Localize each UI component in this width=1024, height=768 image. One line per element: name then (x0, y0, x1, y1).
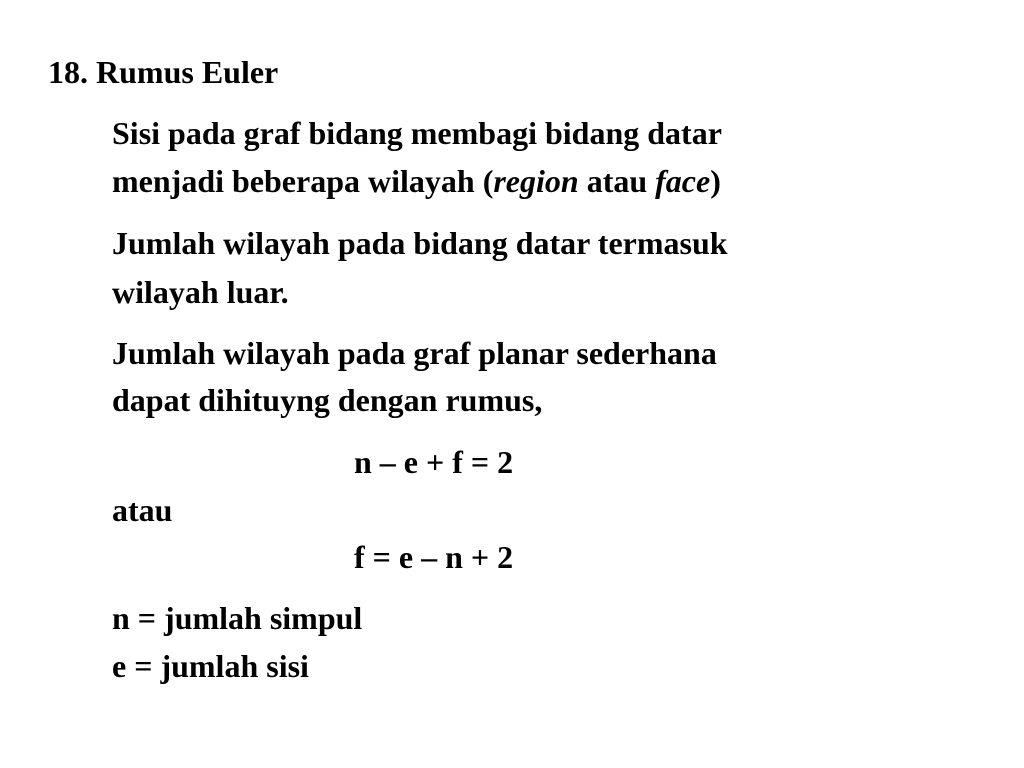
paragraph-1-line-2-text: menjadi beberapa wilayah ( (112, 163, 494, 199)
slide-title: 18. Rumus Euler (48, 54, 279, 90)
paragraph-1-line-1: Sisi pada graf bidang membagi bidang datar (112, 115, 722, 151)
formula-connector: atau (112, 492, 173, 528)
formula-2: f = e – n + 2 (354, 539, 514, 575)
paragraph-3-line-1: Jumlah wilayah pada graf planar sederhana (112, 335, 717, 371)
face-term: face (655, 163, 711, 199)
formula-1: n – e + f = 2 (354, 444, 514, 480)
definition-e: e = jumlah sisi (112, 648, 309, 684)
closing-parenthesis: ) (710, 163, 721, 199)
definition-n: n = jumlah simpul (112, 600, 363, 636)
paragraph-3-line-2: dapat dihituyng dengan rumus, (112, 382, 543, 418)
or-text: atau (578, 163, 656, 199)
paragraph-2-line-1: Jumlah wilayah pada bidang datar termasuk (112, 225, 728, 261)
region-term: region (493, 163, 579, 199)
paragraph-1-line-2 (112, 163, 721, 199)
paragraph-2-line-2: wilayah luar. (112, 274, 289, 310)
